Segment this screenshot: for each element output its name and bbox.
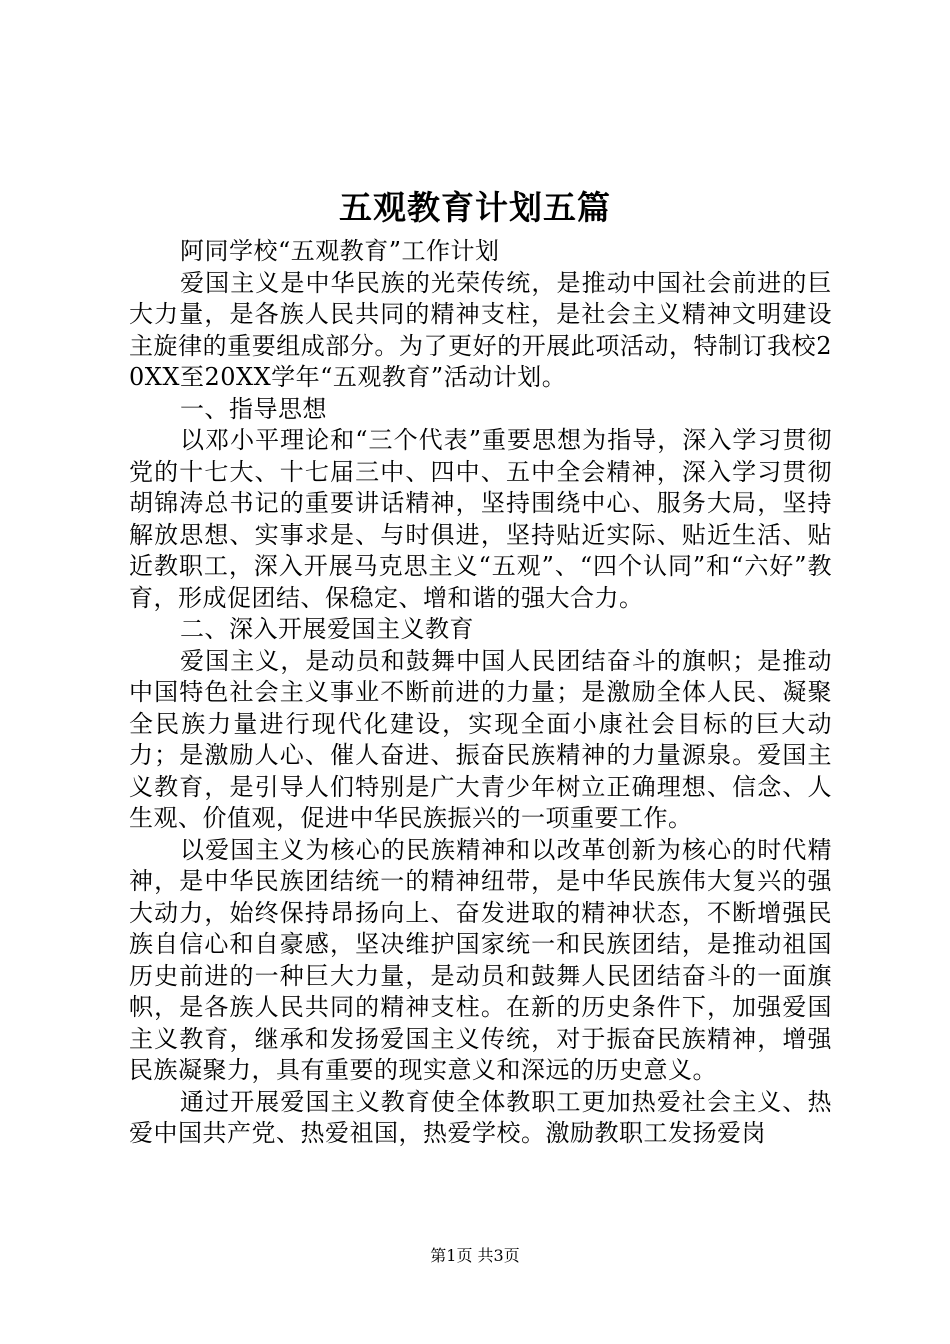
section-heading-guiding-ideology: 一、指导思想 [180, 394, 327, 423]
document-body [129, 236, 832, 1150]
paragraph-patriotism-3: 通过开展爱国主义教育使全体教职工更加热爱社会主义、热爱中国共产党、热爱祖国，热爱学校。激励教职工发扬爱岗 [129, 1087, 832, 1147]
section-heading-patriotism-education: 二、深入开展爱国主义教育 [180, 615, 474, 643]
paragraph-patriotism-2: 以爱国主义为核心的民族精神和以改革创新为核心的时代精神，是中华民族团结统一的精神纽带，是中华民族伟大复兴的强大动力，始终保持昂扬向上、奋发进取的精神状态，不断增强民族自信心和自豪感，坚决维护国家统一和民族团结，是推动祖国历史前进的一种巨大力量，是动员和鼓舞人民团结奋斗的一面旗帜，是各族人民共同的精神支柱。在新的历史条件下，加强爱国主义教育，继承和发扬爱国主义传统，对于振奋民族精神，增强民族凝聚力，具有重要的现实意义和深远的历史意义。 [129, 835, 832, 1084]
paragraph-intro: 爱国主义是中华民族的光荣传统，是推动中国社会前进的巨大力量，是各族人民共同的精神支柱，是社会主义精神文明建设主旋律的重要组成部分。为了更好的开展此项活动，特制订我校20XX至20XX学年“五观教育”活动计划。 [129, 268, 832, 391]
paragraph-guiding-ideology: 以邓小平理论和“三个代表”重要思想为指导，深入学习贯彻党的十七大、十七届三中、四中、五中全会精神，深入学习贯彻胡锦涛总书记的重要讲话精神，坚持围绕中心、服务大局，坚持解放思想、实事求是、与时俱进，坚持贴近实际、贴近生活、贴近教职工，深入开展马克思主义“五观”、“四个认同”和“六好”教育，形成促团结、保稳定、增和谐的强大合力。 [129, 426, 832, 612]
document-title: 五观教育计划五篇 [339, 188, 611, 227]
paragraph-subtitle: 阿同学校“五观教育”工作计划 [180, 237, 500, 265]
paragraph-patriotism-1: 爱国主义，是动员和鼓舞中国人民团结奋斗的旗帜；是推动中国特色社会主义事业不断前进的力量；是激励全体人民、凝聚全民族力量进行现代化建设，实现全面小康社会目标的巨大动力；是激励人心、催人奋进、振奋民族精神的力量源泉。爱国主义教育，是引导人们特别是广大青少年树立正确理想、信念、人生观、价值观，促进中华民族振兴的一项重要工作。 [129, 646, 832, 832]
page-footer: 第1页 共3页 [430, 1246, 520, 1265]
